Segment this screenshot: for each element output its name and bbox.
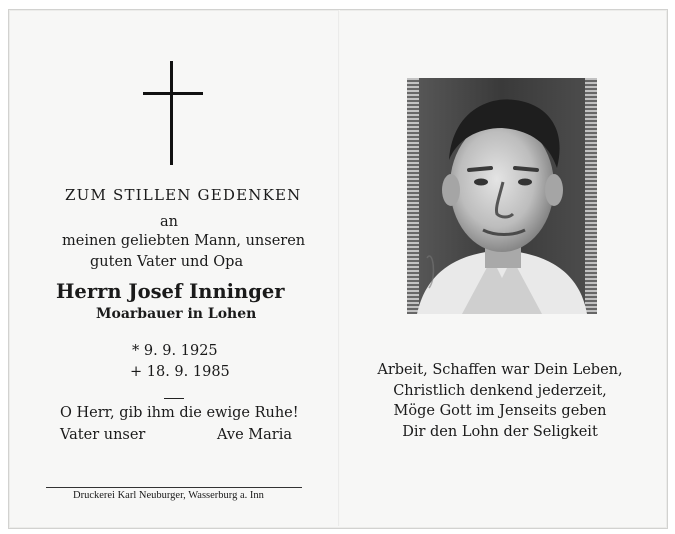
dedication-line-2: guten Vater und Opa: [90, 254, 244, 270]
prayer-line: O Herr, gib ihm die ewige Ruhe!: [60, 405, 299, 421]
footer-rule: [46, 487, 302, 488]
poem-line-1: Arbeit, Schaffen war Dein Leben,: [377, 362, 623, 378]
dedication-an: an: [160, 214, 178, 230]
poem-line-4: Dir den Lohn der Seligkeit: [402, 423, 598, 440]
portrait-photo: [407, 78, 597, 314]
poem-line-2: Christlich denkend jederzeit,: [393, 382, 607, 399]
heading: ZUM STILLEN GEDENKEN: [65, 186, 302, 204]
deceased-name: Herrn Josef Inninger: [56, 280, 285, 303]
death-date: + 18. 9. 1985: [130, 364, 230, 380]
printer-credit: Druckerei Karl Neuburger, Wasserburg a. Inn: [73, 490, 264, 501]
prayer-vater-unser: Vater unser: [60, 427, 146, 443]
card-fold: [338, 10, 340, 526]
deceased-subtitle: Moarbauer in Lohen: [96, 306, 257, 322]
poem-line-3: Möge Gott im Jenseits geben: [393, 403, 607, 419]
birth-date: * 9. 9. 1925: [132, 343, 218, 359]
poem: [370, 360, 630, 442]
cross-icon: [143, 61, 203, 165]
prayer-ave-maria: Ave Maria: [217, 427, 292, 443]
divider-dash: [164, 398, 184, 399]
dedication-line-1: meinen geliebten Mann, unseren: [62, 233, 306, 249]
